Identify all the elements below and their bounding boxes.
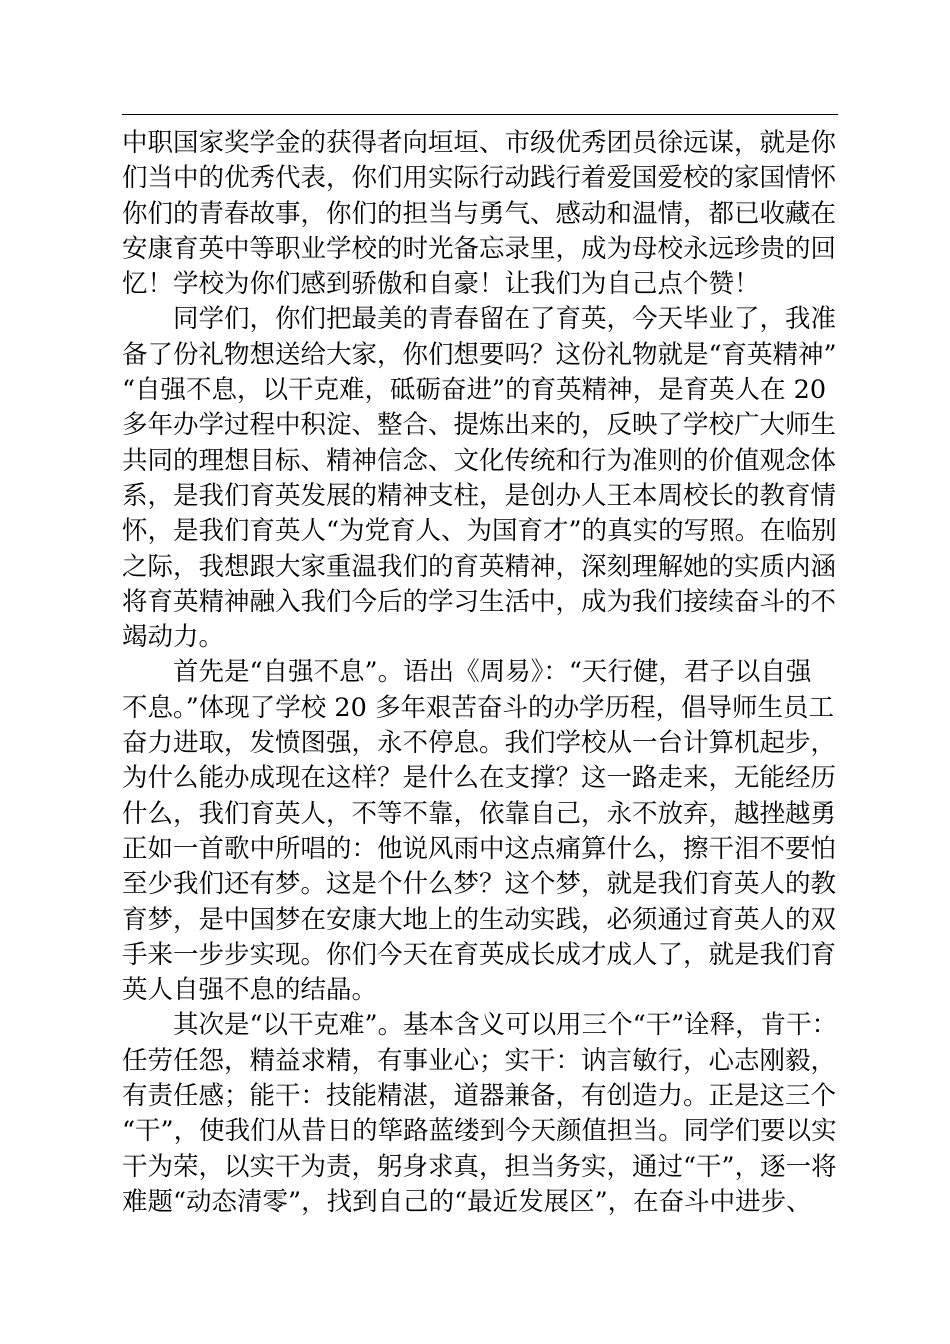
text-line: 手来一步步实现。你们今天在育英成长成才成人了，就是我们育 (122, 939, 837, 970)
text-line: 将育英精神融入我们今后的学习生活中，成为我们接续奋斗的不 (122, 586, 837, 617)
text-line: 竭动力。 (122, 622, 225, 653)
text-line: 备了份礼物想送给大家，你们想要吗？这份礼物就是“育英精神” (122, 339, 837, 370)
text-line: 奋力进取，发愤图强，永不停息。我们学校从一台计算机起步， (122, 728, 837, 759)
text-line: 之际，我想跟大家重温我们的育英精神，深刻理解她的实质内涵 (122, 551, 837, 582)
text-line: “自强不息，以干克难，砥砺奋进”的育英精神，是育英人在 20 (122, 375, 827, 406)
body-text (122, 126, 842, 1220)
text-line: 有责任感；能干：技能精湛，道器兼备，有创造力。正是这三个 (122, 1081, 837, 1112)
text-line: 多年办学过程中积淀、整合、提炼出来的，反映了学校广大师生 (122, 410, 837, 441)
text-line: 同学们，你们把最美的青春留在了育英，今天毕业了，我准 (122, 304, 837, 335)
text-line: “干”，使我们从昔日的筚路蓝缕到今天颜值担当。同学们要以实 (122, 1116, 837, 1147)
text-line: 难题“动态清零”，找到自己的“最近发展区”，在奋斗中进步、 (122, 1186, 812, 1217)
text-line: 系，是我们育英发展的精神支柱，是创办人王本周校长的教育情 (122, 480, 837, 511)
text-line: 首先是“自强不息”。语出《周易》：“天行健，君子以自强 (122, 657, 812, 688)
text-line: 干为荣，以实干为责，躬身求真，担当务实，通过“干”，逐一将 (122, 1151, 837, 1182)
text-line: 你们的青春故事，你们的担当与勇气、感动和温情，都已收藏在 (122, 198, 837, 229)
text-line: 育梦，是中国梦在安康大地上的生动实践，必须通过育英人的双 (122, 904, 837, 935)
text-line: 共同的理想目标、精神信念、文化传统和行为准则的价值观念体 (122, 445, 837, 476)
text-line: 任劳任怨，精益求精，有事业心；实干：讷言敏行，心志刚毅， (122, 1045, 837, 1076)
text-line: 不息。”体现了学校 20 多年艰苦奋斗的办学历程，倡导师生员工 (122, 692, 834, 723)
text-line: 们当中的优秀代表，你们用实际行动践行着爱国爱校的家国情怀 (122, 163, 837, 194)
text-line: 其次是“以干克难”。基本含义可以用三个“干”诠释，肯干： (122, 1010, 838, 1041)
text-line: 至少我们还有梦。这是个什么梦？这个梦，就是我们育英人的教 (122, 869, 837, 900)
text-line: 正如一首歌中所唱的：他说风雨中这点痛算什么，擦干泪不要怕 (122, 833, 837, 864)
header-rule (122, 114, 838, 115)
text-line: 安康育英中等职业学校的时光备忘录里，成为母校永远珍贵的回 (122, 233, 837, 264)
text-line: 什么，我们育英人，不等不靠，依靠自己，永不放弃，越挫越勇 (122, 798, 837, 829)
text-line: 中职国家奖学金的获得者向垣垣、市级优秀团员徐远谋，就是你 (122, 128, 837, 158)
text-line: 忆！学校为你们感到骄傲和自豪！让我们为自己点个赞！ (122, 269, 760, 300)
text-line: 为什么能办成现在这样？是什么在支撑？这一路走来，无能经历 (122, 763, 837, 794)
text-line: 怀，是我们育英人“为党育人、为国育才”的真实的写照。在临别 (122, 516, 837, 547)
text-line: 英人自强不息的结晶。 (122, 975, 378, 1006)
